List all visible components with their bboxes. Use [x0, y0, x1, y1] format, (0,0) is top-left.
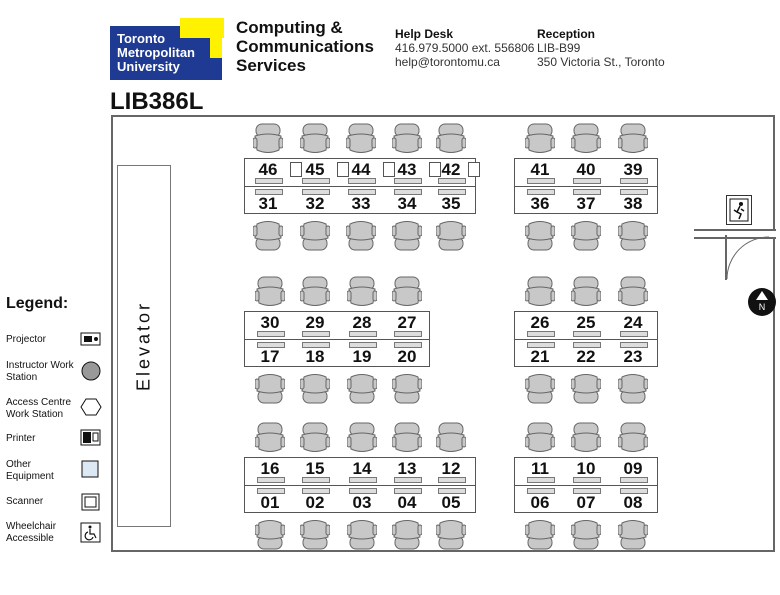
helpdesk-title: Help Desk — [395, 27, 454, 41]
chair-icon — [571, 218, 601, 252]
reception-room: LIB-B99 — [537, 41, 581, 55]
seat-number[interactable]: 01 — [260, 493, 280, 512]
chair-icon — [525, 218, 555, 252]
dept-line: Computing & — [236, 18, 343, 37]
chair-icon — [618, 517, 648, 551]
chair-icon — [300, 218, 330, 252]
chair-icon — [618, 122, 648, 156]
chair-icon — [253, 218, 283, 252]
seat-number[interactable]: 24 — [623, 313, 643, 332]
other-equipment-icon — [290, 162, 302, 177]
chair-icon — [392, 218, 422, 252]
chair-icon — [618, 371, 648, 405]
seat-number[interactable]: 12 — [441, 459, 461, 478]
chair-icon — [392, 517, 422, 551]
seat-number[interactable]: 13 — [397, 459, 417, 478]
table-divider — [515, 186, 657, 187]
chair-icon — [571, 275, 601, 309]
chair-icon — [525, 517, 555, 551]
seat-number[interactable]: 39 — [623, 160, 643, 179]
other-equipment-icon — [429, 162, 441, 177]
seat-number[interactable]: 36 — [530, 194, 550, 213]
table-divider — [515, 339, 657, 340]
seat-number[interactable]: 46 — [258, 160, 278, 179]
seat-number[interactable]: 19 — [352, 347, 372, 366]
seat-number[interactable]: 15 — [305, 459, 325, 478]
seat-number[interactable]: 06 — [530, 493, 550, 512]
legend-label-projector: Projector — [6, 334, 47, 345]
seat-number[interactable]: 11 — [531, 459, 549, 478]
chair-icon — [436, 122, 466, 156]
legend-label-instructor: Instructor Work Station — [6, 360, 74, 383]
seat-number[interactable]: 35 — [441, 194, 461, 213]
legend-title: Legend: — [6, 295, 69, 312]
logo-line: University — [117, 59, 180, 74]
seat-number[interactable]: 44 — [351, 160, 371, 179]
chair-icon — [300, 275, 330, 309]
chair-icon — [300, 371, 330, 405]
legend-label-other: Other Equipment — [6, 459, 54, 482]
legend-label-access: Access Centre Work Station — [6, 397, 72, 420]
seat-number[interactable]: 22 — [576, 347, 596, 366]
chair-icon — [618, 275, 648, 309]
seat-number[interactable]: 42 — [441, 160, 461, 179]
chair-icon — [347, 517, 377, 551]
seat-number[interactable]: 02 — [305, 493, 325, 512]
chair-icon — [571, 122, 601, 156]
seat-number[interactable]: 10 — [576, 459, 596, 478]
seat-number[interactable]: 20 — [397, 347, 417, 366]
seat-number[interactable]: 25 — [576, 313, 596, 332]
chair-icon — [571, 421, 601, 455]
seat-number[interactable]: 43 — [397, 160, 417, 179]
reception-title: Reception — [537, 27, 596, 41]
chair-icon — [347, 275, 377, 309]
chair-icon — [392, 371, 422, 405]
table-divider — [245, 339, 429, 340]
seat-number[interactable]: 09 — [623, 459, 643, 478]
seat-number[interactable]: 38 — [623, 194, 643, 213]
legend-label-printer: Printer — [6, 433, 36, 444]
seat-number[interactable]: 18 — [305, 347, 325, 366]
chair-icon — [436, 218, 466, 252]
logo-line: Toronto — [117, 31, 166, 46]
logo-line: Metropolitan — [117, 45, 195, 60]
seat-number[interactable]: 05 — [441, 493, 461, 512]
chair-icon — [392, 275, 422, 309]
chair-icon — [347, 371, 377, 405]
legend-label-wheelchair: Wheelchair Accessible — [6, 521, 57, 544]
helpdesk-email[interactable]: help@torontomu.ca — [395, 55, 500, 69]
chair-icon — [571, 517, 601, 551]
chair-icon — [525, 371, 555, 405]
chair-icon — [436, 517, 466, 551]
helpdesk-phone: 416.979.5000 ext. 556806 — [395, 41, 535, 55]
chair-icon — [346, 122, 376, 156]
seat-number[interactable]: 21 — [530, 347, 550, 366]
seat-number[interactable]: 27 — [397, 313, 417, 332]
seat-number[interactable]: 34 — [397, 194, 417, 213]
seat-number[interactable]: 26 — [530, 313, 550, 332]
seat-number[interactable]: 29 — [305, 313, 325, 332]
seat-number[interactable]: 16 — [260, 459, 280, 478]
table-divider — [245, 186, 475, 187]
chair-icon — [618, 421, 648, 455]
seat-number[interactable]: 07 — [576, 493, 596, 512]
compass-label: N — [758, 302, 766, 312]
chair-icon — [346, 218, 376, 252]
seat-number[interactable]: 32 — [305, 194, 325, 213]
chair-icon — [255, 371, 285, 405]
seat-number[interactable]: 31 — [258, 194, 278, 213]
chair-icon — [392, 421, 422, 455]
chair-icon — [255, 275, 285, 309]
dept-line: Communications — [236, 37, 374, 56]
chair-icon — [618, 218, 648, 252]
seat-number[interactable]: 33 — [351, 194, 371, 213]
seat-number[interactable]: 04 — [397, 493, 417, 512]
seat-number[interactable]: 45 — [305, 160, 325, 179]
chair-icon — [300, 517, 330, 551]
other-equipment-icon — [468, 162, 480, 177]
seat-number[interactable]: 03 — [352, 493, 372, 512]
chair-icon — [525, 421, 555, 455]
elevator-label: Elevator — [133, 300, 154, 392]
chair-icon — [347, 421, 377, 455]
chair-icon — [525, 122, 555, 156]
table-divider — [245, 485, 475, 486]
seat-number[interactable]: 17 — [260, 347, 280, 366]
chair-icon — [392, 122, 422, 156]
seat-number[interactable]: 14 — [352, 459, 372, 478]
dept-line: Services — [236, 56, 306, 75]
chair-icon — [571, 371, 601, 405]
chair-icon — [300, 122, 330, 156]
seat-number[interactable]: 41 — [530, 160, 550, 179]
legend-label-scanner: Scanner — [6, 496, 44, 507]
table-divider — [515, 485, 657, 486]
chair-icon — [255, 421, 285, 455]
chair-icon — [253, 122, 283, 156]
other-equipment-icon — [337, 162, 349, 177]
seat-number[interactable]: 08 — [623, 493, 643, 512]
seat-number[interactable]: 28 — [352, 313, 372, 332]
seat-number[interactable]: 30 — [260, 313, 280, 332]
other-equipment-icon — [383, 162, 395, 177]
seat-number[interactable]: 40 — [576, 160, 596, 179]
chair-icon — [300, 421, 330, 455]
room-title: LIB386L — [110, 88, 204, 115]
seat-number[interactable]: 23 — [623, 347, 643, 366]
chair-icon — [436, 421, 466, 455]
chair-icon — [255, 517, 285, 551]
reception-address: 350 Victoria St., Toronto — [537, 55, 665, 69]
seat-number[interactable]: 37 — [576, 194, 596, 213]
chair-icon — [525, 275, 555, 309]
